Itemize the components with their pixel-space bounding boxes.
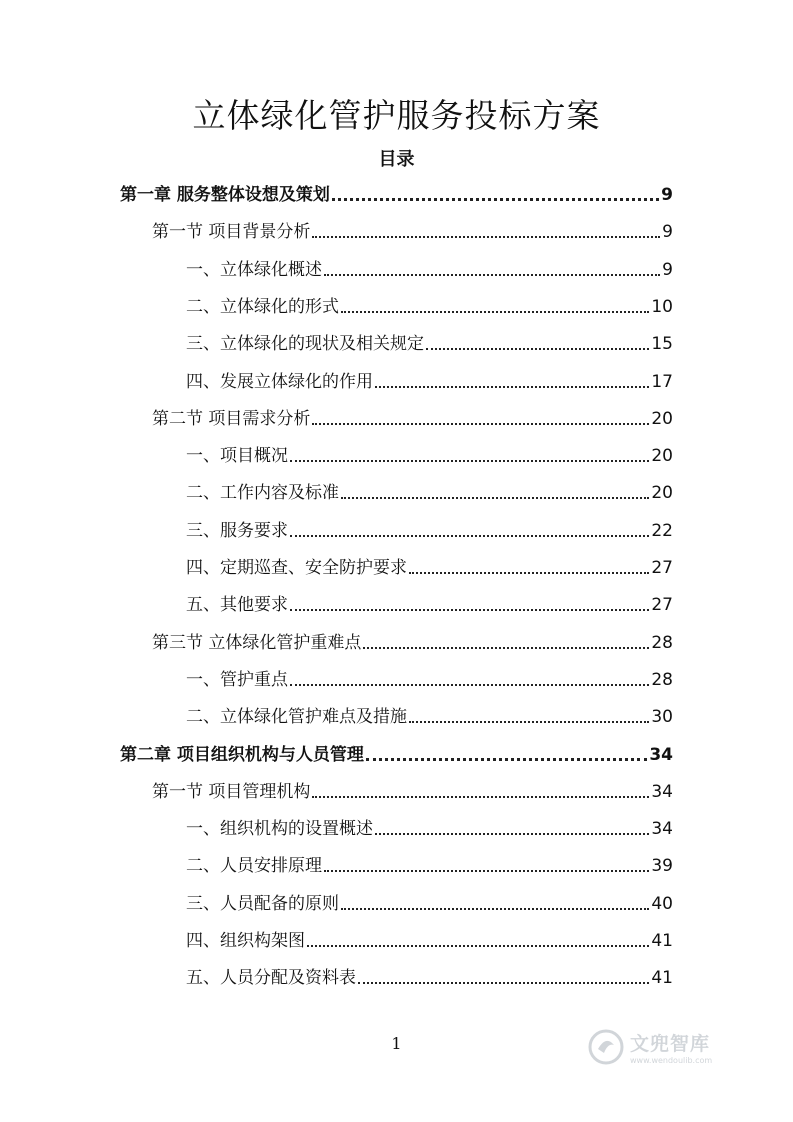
- toc-entry-page: 34: [651, 819, 673, 840]
- toc-entry[interactable]: [186, 442, 673, 466]
- toc-dot-leader: [290, 608, 649, 611]
- toc-entry-label: 第二节 项目需求分析: [152, 408, 311, 429]
- toc-entry[interactable]: [186, 591, 673, 615]
- toc-entry-page: 28: [651, 669, 673, 690]
- toc-dot-leader: [358, 981, 649, 984]
- document-title: 立体绿化管护服务投标方案: [192, 96, 601, 135]
- toc-entry[interactable]: [152, 629, 673, 653]
- toc-entry-label: 二、工作内容及标准: [186, 483, 339, 504]
- toc-dot-leader: [290, 683, 649, 686]
- toc-entry-page: 9: [662, 259, 673, 280]
- toc-entry[interactable]: [186, 964, 673, 988]
- toc-entry[interactable]: [186, 927, 673, 951]
- toc-entry-label: 二、立体绿化的形式: [186, 296, 339, 317]
- toc-dot-leader: [375, 832, 649, 835]
- toc-entry-page: 30: [651, 707, 673, 728]
- toc-entry-page: 41: [651, 931, 673, 951]
- toc-entry[interactable]: [186, 256, 673, 280]
- toc-entry-label: 一、项目概况: [186, 446, 288, 467]
- toc-dot-leader: [290, 534, 649, 537]
- wendou-logo-icon: [588, 1029, 624, 1065]
- toc-dot-leader: [366, 757, 647, 761]
- toc-entry-label: 一、立体绿化概述: [186, 259, 322, 280]
- watermark-url: www.wendoulib.com: [630, 1056, 713, 1065]
- toc-entry-page: 20: [651, 408, 673, 429]
- watermark: [588, 1022, 758, 1072]
- toc-entry-page: 34: [649, 744, 673, 765]
- toc-entry-label: 二、人员安排原理: [186, 856, 322, 877]
- toc-entry-label: 第二章 项目组织机构与人员管理: [120, 744, 364, 765]
- toc-entry-page: 20: [651, 483, 673, 504]
- toc-entry[interactable]: [152, 405, 673, 429]
- toc-entry-label: 一、组织机构的设置概述: [186, 819, 373, 840]
- toc-dot-leader: [324, 869, 649, 872]
- toc-entry[interactable]: [186, 517, 673, 541]
- toc-heading: 目录: [378, 149, 415, 170]
- toc-dot-leader: [375, 385, 649, 388]
- toc-entry[interactable]: [186, 815, 673, 839]
- toc-dot-leader: [290, 459, 649, 462]
- toc-dot-leader: [324, 273, 660, 276]
- toc-entry-page: 39: [651, 856, 673, 877]
- toc-dot-leader: [307, 944, 649, 947]
- toc-dot-leader: [363, 646, 649, 649]
- toc-entry-page: 10: [651, 296, 673, 317]
- toc-dot-leader: [312, 235, 660, 238]
- toc-entry[interactable]: [120, 181, 673, 205]
- toc-entry-label: 四、定期巡查、安全防护要求: [186, 558, 407, 578]
- toc-entry-page: 41: [651, 968, 673, 989]
- toc-entry-label: 四、组织构架图: [186, 931, 305, 951]
- toc-entry-label: 第一章 服务整体设想及策划: [120, 185, 330, 205]
- toc-dot-leader: [312, 795, 649, 798]
- toc-entry[interactable]: [186, 330, 673, 354]
- toc-entry-label: 五、人员分配及资料表: [186, 968, 356, 989]
- toc-entry-label: 一、管护重点: [186, 669, 288, 690]
- toc-entry-label: 四、发展立体绿化的作用: [186, 371, 373, 392]
- toc-entry[interactable]: [186, 293, 673, 317]
- toc-entry[interactable]: [186, 703, 673, 727]
- toc-entry-label: 二、立体绿化管护难点及措施: [186, 707, 407, 728]
- toc-entry-label: 第一节 项目背景分析: [152, 222, 311, 243]
- toc-dot-leader: [332, 197, 659, 201]
- toc-entry-page: 20: [651, 446, 673, 467]
- toc-entry[interactable]: [186, 368, 673, 392]
- toc-entry[interactable]: [186, 666, 673, 690]
- toc-entry[interactable]: [186, 554, 673, 578]
- toc-entry[interactable]: [186, 852, 673, 876]
- toc-entry-label: 三、服务要求: [186, 520, 288, 541]
- toc-entry-label: 第三节 立体绿化管护重难点: [152, 632, 362, 653]
- toc-entry-page: 15: [651, 334, 673, 355]
- toc-entry-page: 28: [651, 632, 673, 653]
- toc-entry-page: 17: [651, 371, 673, 392]
- toc-entry[interactable]: [152, 218, 673, 242]
- toc-dot-leader: [341, 496, 649, 499]
- toc-entry[interactable]: [186, 890, 673, 914]
- toc-entry-page: 9: [661, 185, 673, 205]
- toc-entry-page: 34: [651, 781, 673, 802]
- toc-entry-page: 40: [651, 893, 673, 914]
- toc-entry-label: 第一节 项目管理机构: [152, 781, 311, 802]
- toc-entry-label: 三、人员配备的原则: [186, 893, 339, 914]
- toc-entry-page: 27: [651, 558, 673, 578]
- toc-dot-leader: [312, 422, 649, 425]
- toc-entry-page: 9: [662, 222, 673, 243]
- toc-dot-leader: [426, 347, 649, 350]
- watermark-name: 文兜智库: [630, 1033, 711, 1055]
- toc-dot-leader: [341, 310, 649, 313]
- toc-entry-label: 三、立体绿化的现状及相关规定: [186, 334, 424, 355]
- toc-entry[interactable]: [186, 479, 673, 503]
- toc-dot-leader: [409, 720, 649, 723]
- toc-entry-page: 22: [651, 520, 673, 541]
- toc-entry[interactable]: [120, 741, 673, 765]
- toc-dot-leader: [409, 571, 649, 574]
- toc-entry[interactable]: [152, 778, 673, 802]
- toc-dot-leader: [341, 907, 649, 910]
- toc-entry-page: 27: [651, 595, 673, 616]
- toc-entry-label: 五、其他要求: [186, 595, 288, 616]
- page-number: 1: [391, 1034, 402, 1053]
